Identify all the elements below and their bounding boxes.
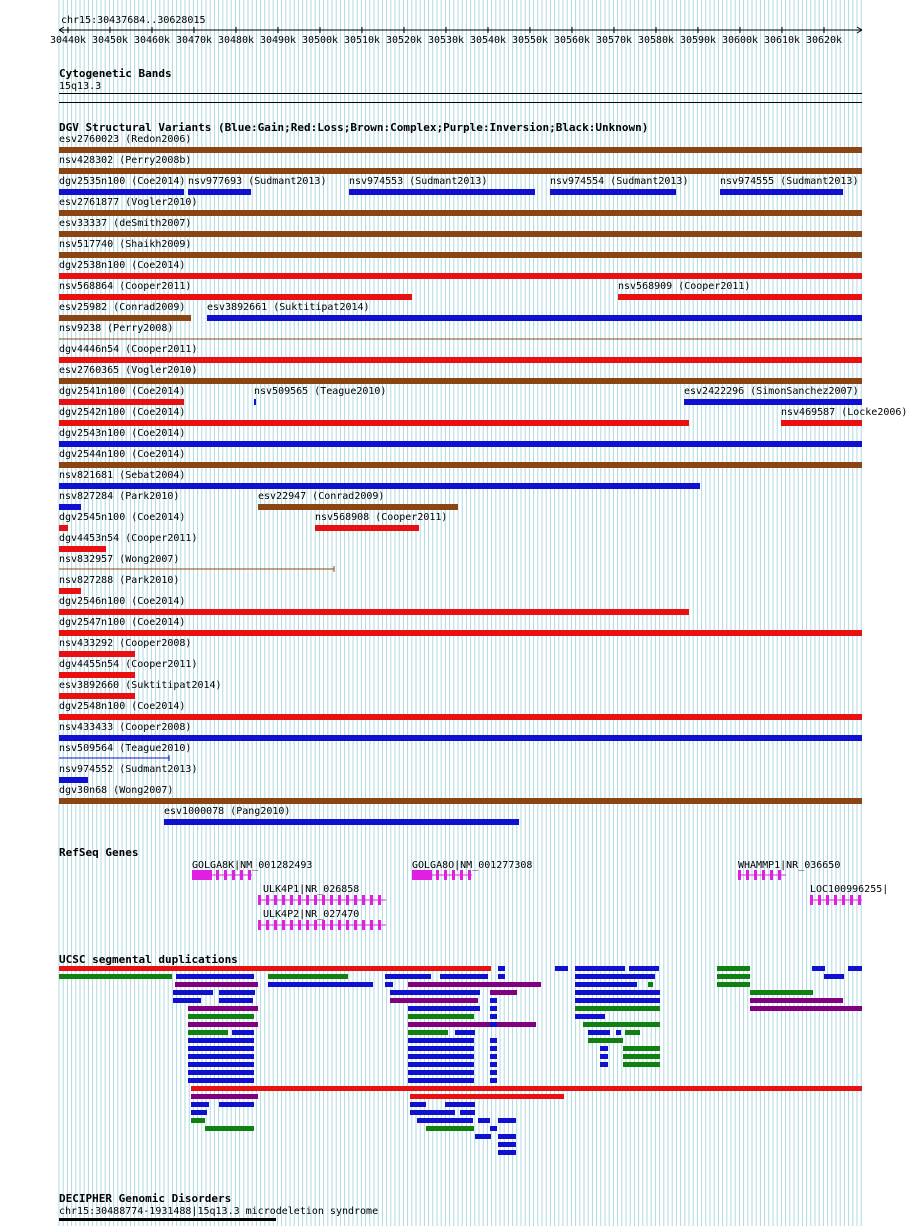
gene-exon <box>378 920 381 930</box>
segdup-block <box>408 1046 474 1051</box>
dgv-variant-bar <box>550 189 676 195</box>
segdup-block <box>717 966 750 971</box>
segdup-block <box>625 1030 640 1035</box>
gene-exon <box>216 870 219 880</box>
segdup-block <box>750 1006 862 1011</box>
gene-exon <box>826 895 829 905</box>
segdup-block <box>385 982 393 987</box>
gene-exon <box>306 895 309 905</box>
segdup-block <box>408 1062 474 1067</box>
segdup-block <box>848 966 862 971</box>
gene-exon <box>224 870 227 880</box>
segdup-block <box>59 974 172 979</box>
gene-exon <box>248 870 251 880</box>
segdup-block <box>408 1022 536 1027</box>
segdup-block <box>455 1030 475 1035</box>
gene-exon <box>762 870 765 880</box>
dgv-variant-label[interactable]: esv2422296 (SimonSanchez2007) <box>684 386 859 397</box>
segdup-block <box>490 1022 497 1027</box>
segdup-block <box>232 1030 254 1035</box>
cytobands-title: Cytogenetic Bands <box>59 67 172 80</box>
dgv-variant-bar <box>781 420 862 426</box>
gene-exon <box>754 870 757 880</box>
decipher-entry[interactable]: chr15:30488774-1931488|15q13.3 microdeletion syndrome <box>59 1206 379 1217</box>
segdup-block <box>188 1030 228 1035</box>
dgv-variant-label[interactable]: esv2760365 (Vogler2010) <box>59 365 198 376</box>
segdup-block <box>600 1062 608 1067</box>
gene-exon <box>354 920 357 930</box>
dgv-variant-label[interactable]: dgv30n68 (Wong2007) <box>59 785 174 796</box>
gene-exon <box>274 920 277 930</box>
segdup-block <box>440 974 488 979</box>
segdup-block <box>555 966 568 971</box>
gene-exon <box>306 920 309 930</box>
gene-exon <box>266 895 269 905</box>
gene-exon <box>338 920 341 930</box>
segdup-block <box>268 982 373 987</box>
cytoband-label: 15q13.3 <box>59 81 102 92</box>
gene-exon <box>468 870 471 880</box>
dgv-variant-bar <box>59 189 184 195</box>
dgv-variant-bar <box>59 546 106 552</box>
gene-exon <box>858 895 861 905</box>
segdup-block <box>498 1150 516 1155</box>
dgv-variant-bar <box>207 315 862 321</box>
segdup-block <box>408 1030 448 1035</box>
gene-exon <box>338 895 341 905</box>
dgv-variant-bar <box>59 147 862 153</box>
dgv-variant-label[interactable]: dgv2546n100 (Coe2014) <box>59 596 186 607</box>
dgv-variant-bar <box>315 525 419 531</box>
segdup-block <box>426 1126 474 1131</box>
gene-exon <box>290 920 293 930</box>
dgv-variant-bar <box>59 651 135 657</box>
segdup-block <box>173 990 213 995</box>
segdup-block <box>478 1118 490 1123</box>
segdup-block <box>498 1134 516 1139</box>
segdup-block <box>219 990 255 995</box>
dgv-variant-label[interactable]: dgv4455n54 (Cooper2011) <box>59 659 198 670</box>
dgv-variant-label[interactable]: nsv428302 (Perry2008b) <box>59 155 192 166</box>
gene-exon <box>370 920 373 930</box>
segdup-block <box>588 1030 610 1035</box>
gene-exon <box>444 870 447 880</box>
dgv-variant-bar <box>59 609 689 615</box>
segdup-block <box>176 974 254 979</box>
dgv-variant-label[interactable]: nsv821681 (Sebat2004) <box>59 470 186 481</box>
segdup-block <box>188 1062 254 1067</box>
ruler-tick-label: 30480k <box>217 35 255 46</box>
dgv-variant-bar <box>59 210 862 216</box>
refseq-gene-label[interactable]: ULK4P1|NR_026858 <box>263 884 360 895</box>
dgv-variant-label[interactable]: esv22947 (Conrad2009) <box>258 491 385 502</box>
dgv-variant-label[interactable]: esv2760023 (Redon2006) <box>59 134 192 145</box>
segdup-block <box>490 1046 497 1051</box>
gene-exon <box>778 870 781 880</box>
gene-exon <box>346 920 349 930</box>
dgv-variant-label[interactable]: nsv469587 (Locke2006) <box>781 407 907 418</box>
segdup-block <box>490 1038 497 1043</box>
gene-exon <box>240 870 243 880</box>
segdup-block <box>575 1014 605 1019</box>
segdup-block <box>475 1134 491 1139</box>
segdup-block <box>750 998 843 1003</box>
segdup-block <box>623 1054 660 1059</box>
gene-exon <box>842 895 845 905</box>
dgv-variant-label[interactable]: nsv433433 (Cooper2008) <box>59 722 192 733</box>
dgv-variant-bar <box>720 189 843 195</box>
segdup-block <box>191 1118 205 1123</box>
gene-exon <box>346 895 349 905</box>
dgv-variant-label[interactable]: nsv977693 (Sudmant2013) <box>188 176 327 187</box>
dgv-variant-label[interactable]: dgv4453n54 (Cooper2011) <box>59 533 198 544</box>
ruler-tick-label: 30570k <box>595 35 633 46</box>
segdup-block <box>824 974 844 979</box>
gene-exon <box>378 895 381 905</box>
ruler-tick-label: 30610k <box>763 35 801 46</box>
segdup-block <box>408 1014 474 1019</box>
dgv-variant-label[interactable]: nsv974555 (Sudmant2013) <box>720 176 859 187</box>
dgv-variant-bar <box>59 588 81 594</box>
segdup-block <box>583 1022 660 1027</box>
dgv-variant-label[interactable]: esv3892661 (Suktitipat2014) <box>207 302 370 313</box>
ruler-tick-label: 30460k <box>133 35 171 46</box>
segdup-block <box>575 974 655 979</box>
dgv-variant-bar <box>59 420 689 426</box>
segdup-block <box>268 974 348 979</box>
ruler-tick-label: 30520k <box>385 35 423 46</box>
dgv-variant-label[interactable]: nsv827284 (Park2010) <box>59 491 180 502</box>
segdup-block <box>219 998 253 1003</box>
segdup-block <box>490 990 517 995</box>
dgv-variant-label[interactable]: nsv509565 (Teague2010) <box>254 386 387 397</box>
segdup-block <box>490 998 497 1003</box>
segdup-block <box>490 1054 497 1059</box>
segdup-block <box>623 1062 660 1067</box>
segdup-block <box>490 1126 497 1131</box>
dgv-variant-label[interactable]: dgv2543n100 (Coe2014) <box>59 428 186 439</box>
gene-exon <box>274 895 277 905</box>
dgv-variant-label[interactable]: dgv2547n100 (Coe2014) <box>59 617 186 628</box>
segdup-block <box>648 982 653 987</box>
segdup-block <box>490 1078 497 1083</box>
dgv-variant-label[interactable]: nsv832957 (Wong2007) <box>59 554 180 565</box>
gene-exon <box>282 920 285 930</box>
segdup-block <box>490 1070 497 1075</box>
ruler-tick-label: 30560k <box>553 35 591 46</box>
gene-exon <box>330 895 333 905</box>
dgv-variant-label[interactable]: nsv827288 (Park2010) <box>59 575 180 586</box>
segdup-block <box>588 1038 623 1043</box>
dgv-variant-bar <box>59 630 862 636</box>
segdup-block <box>460 1110 475 1115</box>
ruler-tick-label: 30530k <box>427 35 465 46</box>
gene-exon <box>850 895 853 905</box>
gene-exon <box>834 895 837 905</box>
cytoband-divider-2 <box>59 102 862 103</box>
dgv-variant-label[interactable]: dgv2535n100 (Coe2014) <box>59 176 186 187</box>
segdup-block <box>445 1102 475 1107</box>
dgv-variant-label[interactable]: nsv568864 (Cooper2011) <box>59 281 192 292</box>
dgv-variant-bar <box>59 315 191 321</box>
segdup-block <box>600 1046 608 1051</box>
segdup-block <box>205 1126 254 1131</box>
ruler-tick-label: 30580k <box>637 35 675 46</box>
dgv-variant-label[interactable]: dgv2541n100 (Coe2014) <box>59 386 186 397</box>
dgv-variant-label[interactable]: nsv9238 (Perry2008) <box>59 323 174 334</box>
gene-exon <box>314 895 317 905</box>
gene-exon <box>258 920 261 930</box>
segdup-block <box>575 966 625 971</box>
dgv-variant-label[interactable]: esv33337 (deSmith2007) <box>59 218 192 229</box>
dgv-variant-label[interactable]: nsv509564 (Teague2010) <box>59 743 192 754</box>
gene-exon <box>810 895 813 905</box>
gene-exon <box>322 895 325 905</box>
dgv-variant-bar <box>59 735 862 741</box>
segdup-block <box>188 1006 258 1011</box>
dgv-variant-bar <box>59 357 862 363</box>
segdup-block <box>498 966 505 971</box>
dgv-variant-bar <box>59 252 862 258</box>
gene-exon <box>258 895 261 905</box>
gene-exon-block <box>192 870 212 880</box>
segdup-block <box>59 966 491 971</box>
segdup-block <box>616 1030 621 1035</box>
segdup-block <box>498 1118 516 1123</box>
dgv-variant-bar <box>164 819 519 825</box>
segdup-block <box>408 1038 474 1043</box>
dgv-variant-label[interactable]: nsv568909 (Cooper2011) <box>618 281 751 292</box>
ruler-tick-label: 30490k <box>259 35 297 46</box>
segdup-block <box>188 1054 254 1059</box>
segdup-block <box>575 982 637 987</box>
ruler-tick-label: 30500k <box>301 35 339 46</box>
segdup-block <box>812 966 825 971</box>
ruler-tick-label: 30590k <box>679 35 717 46</box>
segdup-block <box>498 974 505 979</box>
segdup-block <box>490 1006 497 1011</box>
segdup-block <box>408 1078 474 1083</box>
segdup-block <box>408 1054 474 1059</box>
gene-exon <box>460 870 463 880</box>
segdup-block <box>629 966 659 971</box>
gene-exon <box>370 895 373 905</box>
gene-exon <box>362 920 365 930</box>
cytoband-divider <box>59 93 862 94</box>
dgv-variant-label[interactable]: nsv974554 (Sudmant2013) <box>550 176 689 187</box>
ruler-tick-label: 30540k <box>469 35 507 46</box>
dgv-variant-bar <box>59 525 68 531</box>
segdup-block <box>575 990 660 995</box>
gene-exon <box>290 895 293 905</box>
dgv-variant-label[interactable]: dgv2538n100 (Coe2014) <box>59 260 186 271</box>
refseq-title: RefSeq Genes <box>59 846 139 859</box>
dgv-variant-bar <box>188 189 251 195</box>
gene-exon <box>232 870 235 880</box>
dgv-variant-bar <box>59 378 862 384</box>
segdup-block <box>385 974 431 979</box>
dgv-variant-bar <box>59 693 135 699</box>
gene-exon <box>738 870 741 880</box>
gene-exon <box>266 920 269 930</box>
dgv-variant-bar <box>59 441 862 447</box>
segdup-block <box>750 990 813 995</box>
segdup-title: UCSC segmental duplications <box>59 953 238 966</box>
segdup-block <box>188 1038 254 1043</box>
segdup-block <box>188 1022 258 1027</box>
segdup-block <box>498 1142 516 1147</box>
segdup-block <box>410 1094 564 1099</box>
ruler-tick-label: 30510k <box>343 35 381 46</box>
gene-exon <box>298 920 301 930</box>
dgv-variant-bar <box>59 168 862 174</box>
segdup-block <box>623 1046 660 1051</box>
dgv-variant-label[interactable]: esv1000078 (Pang2010) <box>164 806 291 817</box>
gene-exon <box>436 870 439 880</box>
dgv-variant-label[interactable]: dgv2542n100 (Coe2014) <box>59 407 186 418</box>
gene-exon <box>322 920 325 930</box>
segdup-block <box>390 998 478 1003</box>
dgv-variant-label[interactable]: nsv568908 (Cooper2011) <box>315 512 448 523</box>
segdup-block <box>173 998 201 1003</box>
dgv-variant-label[interactable]: esv3892660 (Suktitipat2014) <box>59 680 222 691</box>
gene-exon <box>298 895 301 905</box>
segdup-block <box>191 1086 862 1091</box>
segdup-block <box>417 1118 473 1123</box>
dgv-variant-bar <box>59 777 88 783</box>
segdup-block <box>600 1054 608 1059</box>
dgv-variant-label[interactable]: nsv517740 (Shaikh2009) <box>59 239 192 250</box>
segdup-block <box>575 998 660 1003</box>
segdup-block <box>410 1102 426 1107</box>
decipher-title: DECIPHER Genomic Disorders <box>59 1192 232 1205</box>
gene-exon <box>770 870 773 880</box>
decipher-bar[interactable] <box>59 1218 276 1221</box>
ruler-tick-label: 30550k <box>511 35 549 46</box>
dgv-variant-bar <box>59 294 412 300</box>
dgv-variant-label[interactable]: esv25982 (Conrad2009) <box>59 302 186 313</box>
dgv-variant-bar <box>258 504 458 510</box>
dgv-variant-bar <box>349 189 535 195</box>
segdup-block <box>188 1070 254 1075</box>
ruler-tick-label: 30450k <box>91 35 129 46</box>
gene-exon <box>314 920 317 930</box>
dgv-variant-label[interactable]: nsv974552 (Sudmant2013) <box>59 764 198 775</box>
dgv-variant-label[interactable]: dgv2544n100 (Coe2014) <box>59 449 186 460</box>
dgv-title: DGV Structural Variants (Blue:Gain;Red:Loss;Brown:Complex;Purple:Inversion;Black:Unknown) <box>59 121 649 134</box>
gene-exon <box>452 870 455 880</box>
ruler-tick-label: 30600k <box>721 35 759 46</box>
segdup-block <box>575 1006 660 1011</box>
dgv-variant-label[interactable]: nsv433292 (Cooper2008) <box>59 638 192 649</box>
gene-exon <box>362 895 365 905</box>
dgv-variant-bar <box>59 798 862 804</box>
refseq-gene-label[interactable]: ULK4P2|NR_027470 <box>263 909 360 920</box>
segdup-block <box>408 982 541 987</box>
dgv-variant-bar <box>59 672 135 678</box>
locus-label: chr15:30437684..30628015 <box>61 15 206 26</box>
refseq-gene-label[interactable]: GOLGA8K|NM_001282493 <box>192 860 313 871</box>
dgv-variant-label[interactable]: dgv2545n100 (Coe2014) <box>59 512 186 523</box>
ruler-tick-label: 30620k <box>805 35 843 46</box>
refseq-gene-label[interactable]: GOLGA8O|NM_001277308 <box>412 860 533 871</box>
segdup-block <box>188 1078 254 1083</box>
segdup-block <box>490 1062 497 1067</box>
segdup-block <box>408 1070 474 1075</box>
dgv-variant-bar <box>684 399 862 405</box>
dgv-variant-bar <box>59 504 81 510</box>
dgv-variant-bar <box>254 399 256 405</box>
dgv-variant-bar <box>59 399 184 405</box>
gene-exon <box>330 920 333 930</box>
segdup-block <box>717 982 750 987</box>
ruler-tick-label: 30440k <box>49 35 87 46</box>
dgv-variant-bar <box>59 483 700 489</box>
dgv-variant-bar <box>59 462 862 468</box>
gene-exon <box>354 895 357 905</box>
segdup-block <box>219 1102 254 1107</box>
dgv-variant-label[interactable]: nsv974553 (Sudmant2013) <box>349 176 488 187</box>
refseq-gene-label[interactable]: WHAMMP1|NR_036650 <box>738 860 841 871</box>
segdup-block <box>175 982 258 987</box>
segdup-block <box>191 1110 207 1115</box>
dgv-variant-bar <box>59 714 862 720</box>
gene-exon <box>746 870 749 880</box>
gene-exon <box>282 895 285 905</box>
ruler-tick-label: 30470k <box>175 35 213 46</box>
refseq-gene-label[interactable]: LOC100996255| <box>810 884 889 895</box>
dgv-variant-label[interactable]: dgv2548n100 (Coe2014) <box>59 701 186 712</box>
segdup-block <box>717 974 750 979</box>
segdup-block <box>390 990 480 995</box>
gene-exon-block <box>412 870 432 880</box>
segdup-block <box>188 1046 254 1051</box>
dgv-variant-label[interactable]: dgv4446n54 (Cooper2011) <box>59 344 198 355</box>
dgv-variant-bar <box>59 273 862 279</box>
dgv-variant-label[interactable]: esv2761877 (Vogler2010) <box>59 197 198 208</box>
gene-exon <box>818 895 821 905</box>
dgv-variant-bar <box>59 231 862 237</box>
segdup-block <box>410 1110 455 1115</box>
dgv-variant-bar <box>618 294 862 300</box>
segdup-block <box>188 1014 254 1019</box>
segdup-block <box>490 1014 497 1019</box>
segdup-block <box>191 1094 258 1099</box>
segdup-block <box>191 1102 209 1107</box>
segdup-block <box>408 1006 480 1011</box>
